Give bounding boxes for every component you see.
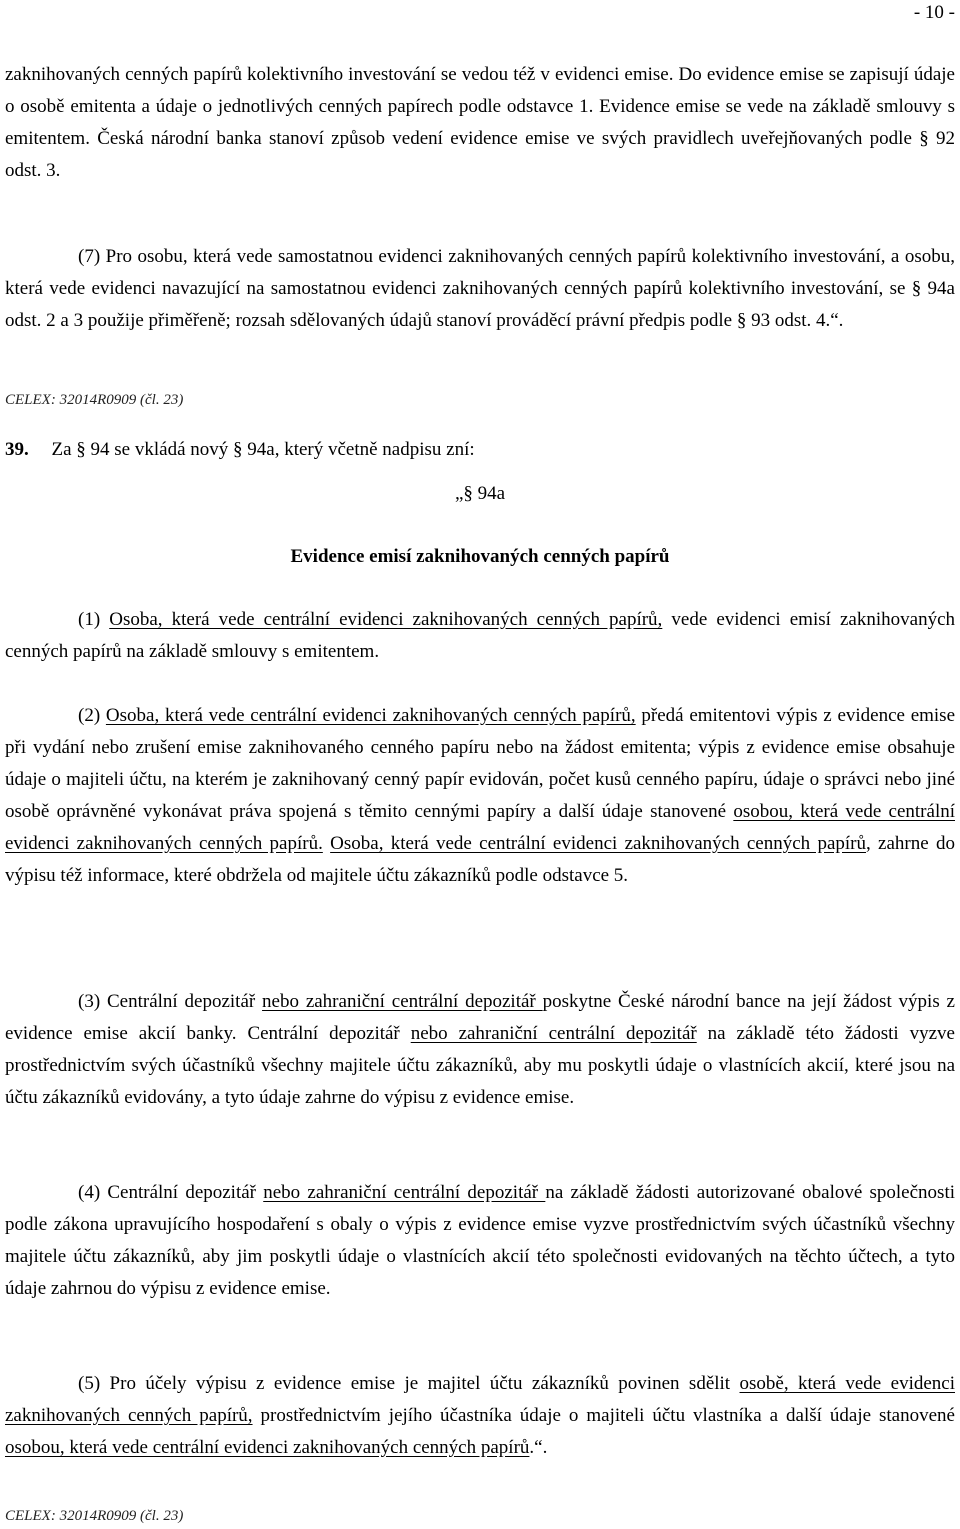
section-symbol: „§ 94a <box>454 483 506 504</box>
section-paragraph-5: (5) Pro účely výpisu z evidence emise je majitel účtu zákazníků povinen sdělit osobě, která vede evidenci zaknihovaných cenných papírů, prostřednictvím jejího účastníka údaje o majiteli účtu vlastníka a další údaje stanovené osobou, která vede centrální evidenci zaknihovaných cenných papírů.“. <box>5 1373 955 1458</box>
amended-text: osobou, která vede centrální evidenci zaknihovaných cenných papírů <box>5 1437 530 1458</box>
amended-text: nebo zahraniční centrální depozitář <box>262 991 543 1012</box>
page-number: - 10 - <box>913 2 955 23</box>
paragraph-7: (7) Pro osobu, která vede samostatnou evidenci zaknihovaných cenných papírů kolektivního investování, a osobu, která vede evidenci navazující na samostatnou evidenci zaknihovaných cenných papírů kolektivního investování, se § 94a odst. 2 a 3 použije přiměřeně; rozsah sdělovaných údajů stanoví prováděcí právní předpis podle § 93 odst. 4.“. <box>5 246 955 331</box>
section-paragraph-2: (2) Osoba, která vede centrální evidenci zaknihovaných cenných papírů, předá emitentovi výpis z evidence emise při vydání nebo zrušení emise zaknihovaného cenného papíru nebo na žádost emitenta; výpis z evidence emise obsahuje údaje o majiteli účtu, na kterém je zaknihovaný cenný papír evidován, počet kusů cenného papíru, údaje o správci nebo jiné osobě oprávněné vykonávat práva spojená s těmito cennými papíry a další údaje stanovené osobou, která vede centrální evidenci zaknihovaných cenných papírů. Osoba, která vede centrální evidenci zaknihovaných cenných papírů, zahrne do výpisu též informace, které obdržela od majitele účtu zákazníků podle odstavce 5. <box>5 705 956 886</box>
item-text: Za § 94 se vkládá nový § 94a, který včetně nadpisu zní: <box>51 439 475 460</box>
amended-text: Osoba, která vede centrální evidenci zaknihovaných cenných papírů <box>330 833 867 854</box>
section-paragraph-3: (3) Centrální depozitář nebo zahraniční centrální depozitář poskytne České národní bance na její žádost výpis z evidence emise akcií banky. Centrální depozitář nebo zahraniční centrální depozitář na základě této žádosti vyzve prostřednictvím svých účastníků všechny majitele účtu zákazníků, aby mu poskytli údaje o vlastnících akcií, které jsou na účtu zákazníků evidovány, a tyto údaje zahrne do výpisu z evidence emise. <box>5 991 955 1108</box>
footer-celex-reference: CELEX: 32014R0909 (čl. 23) <box>5 1508 184 1524</box>
item-number: 39. <box>5 439 29 460</box>
section-title: Evidence emisí zaknihovaných cenných papírů <box>290 546 670 567</box>
section-paragraph-4: (4) Centrální depozitář nebo zahraniční centrální depozitář na základě žádosti autorizované obalové společnosti podle zákona upravujícího hospodaření s obaly o výpis z evidence emise vyzve prostřednictvím svých účastníků všechny majitele účtu zákazníků, aby jim poskytli údaje o vlastnících akcií této společnosti evidovaných na těchto účtech, a tyto údaje zahrnou do výpisu z evidence emise. <box>5 1182 955 1299</box>
amended-text: Osoba, která vede centrální evidenci zaknihovaných cenných papírů, <box>105 705 636 726</box>
celex-reference: CELEX: 32014R0909 (čl. 23) <box>5 392 184 408</box>
intro-paragraph: zaknihovaných cenných papírů kolektivního investování se vedou též v evidenci emise. Do evidence emise se zapisují údaje o osobě emitenta a údaje o jednotlivých cenných papírech podle odstavce 1. Evidence emise se vede na základě smlouvy s emitentem. Česká národní banka stanoví způsob vedení evidence emise ve svých pravidlech uveřejňovaných podle § 92 odst. 3. <box>5 64 955 181</box>
amended-text: osobě, která vede evidenci zaknihovaných cenných papírů, <box>5 1373 955 1426</box>
amended-text: osobou, která vede centrální evidenci zaknihovaných cenných papírů. <box>5 801 955 854</box>
section-paragraph-1: (1) Osoba, která vede centrální evidenci zaknihovaných cenných papírů, vede evidenci emisí zaknihovaných cenných papírů na základě smlouvy s emitentem. <box>5 609 956 662</box>
amendment-item-39 <box>5 434 955 466</box>
amended-text: nebo zahraniční centrální depozitář <box>263 1182 546 1203</box>
amended-text: nebo zahraniční centrální depozitář <box>410 1023 697 1044</box>
amended-text: Osoba, která vede centrální evidenci zaknihovaných cenných papírů, <box>109 609 663 630</box>
